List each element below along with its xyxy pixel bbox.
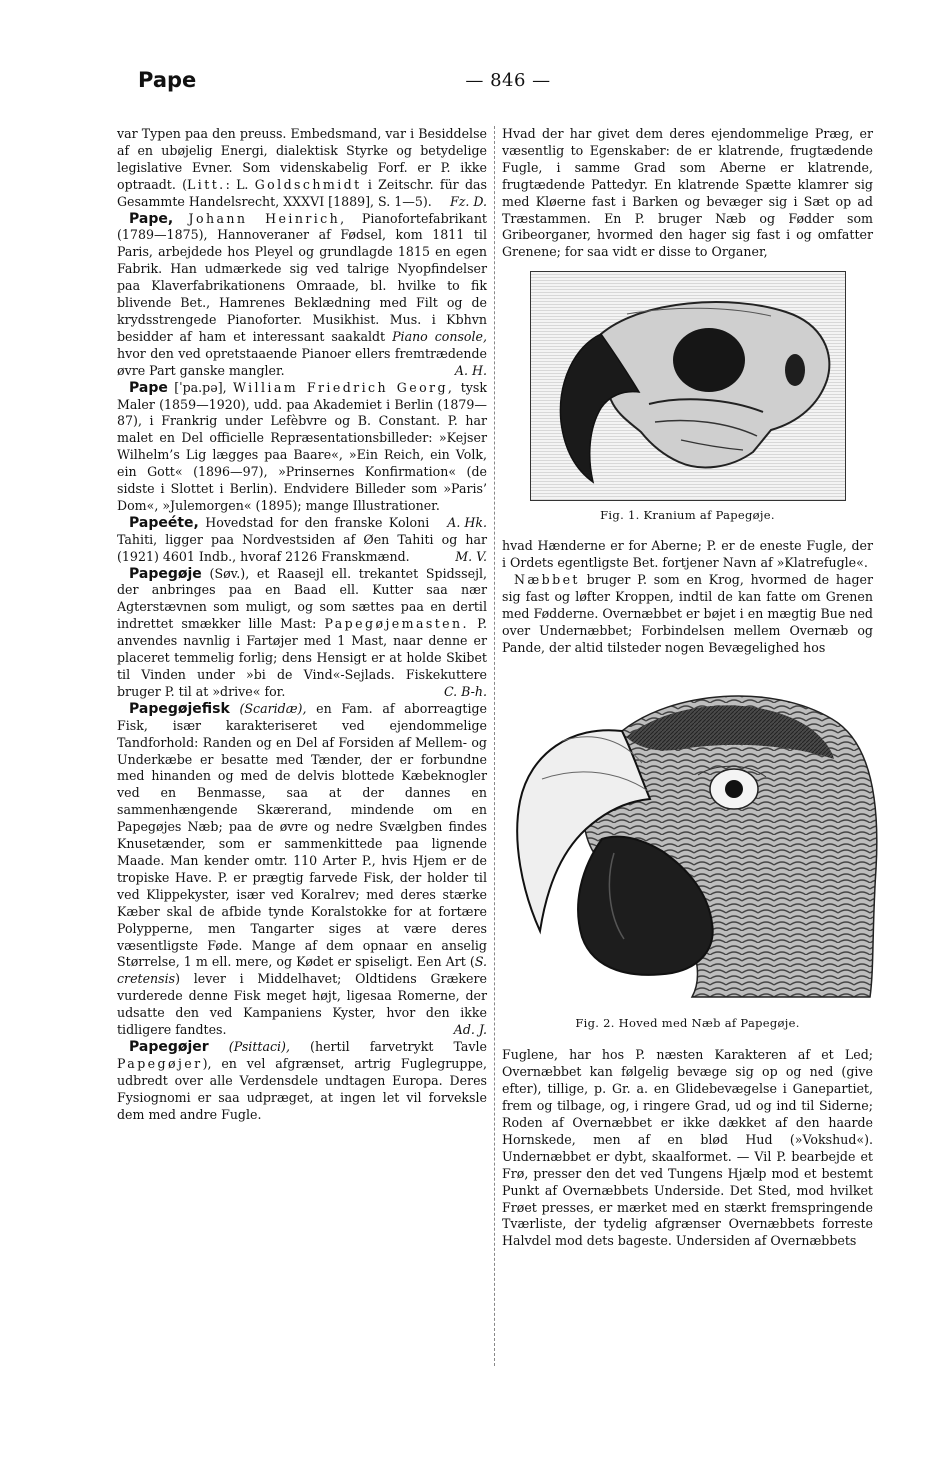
entry-pape-johann: Pape, Johann Heinrich, Pianofortefabrikant (1789—1875), Hannoveraner af Fødsel, kom 1811 til Paris, arbejdede hos Pleyel og grundlagde 1815 en egen Fabrik. Han udmærkede sig ved talrige Nyopfindelser paa Klaverfabrikationens Omraade, bl. hvilke to fik blivende Bet., Hamrenes Beklædning med Filt og de krydsstrengede Pianoforter. Musikhist. Mus. i Kbhvn besidder af ham et interessant saakaldt Piano console, hvor den ved opretstaaende Pianoer ellers fremtrædende øvre Part ganske mangler. A. H. [117, 210, 487, 378]
author-signature: Fz. D. [449, 193, 487, 209]
entry-headword: Papegøje [129, 565, 202, 582]
entry-pape-william: Pape [ˈpa.pə], William Friedrich Georg, tysk Maler (1859—1920), udd. paa Akademiet i Berlin (1879—87), i Frankrig under Lefèbvre og B. Constant. P. har malet en Del officielle Repræsentationsbilleder: »Kejser Wilhelm’s Lig lægges paa Baare«, »Ein Reich, ein Volk, ein Gott« (1896—97), »Prinsernes Konfirmation« (de sidste i Slottet i Berlin). Endvidere Billeder som »Paris’ Dom«, »Julemorgen« (1895); mange Illustrationer. A. Hk. [117, 379, 487, 530]
entry-headword: Pape, [129, 210, 174, 227]
entry-headword: Papegøjer [129, 1038, 209, 1055]
left-column [117, 126, 487, 1123]
author-signature: A. H. [454, 362, 487, 378]
right-column [502, 126, 873, 1250]
column-divider [494, 126, 495, 1366]
entry-papeete: Papeéte, Hovedstad for den franske Koloni Tahiti, ligger paa Nordvestsiden af Øen Tahiti og har (1921) 4601 Indb., hvoraf 2126 Franskmænd. M. V. [117, 514, 487, 564]
entry-headword: Papegøjefisk [129, 700, 230, 717]
paragraph: Fuglene, har hos P. næsten Karakteren af et Led; Overnæbbet kan følgelig bevæge sig op og ned (give efter), tillige, p. Gr. a. en Glidebevægelse i Ganepartiet, frem og tilbage, og, i ringere Grad, ud og ind til Siderne; Roden af Overnæbbet er ikke dækket af den haarde Hornskede, men af en blød Hud (»Vokshud«). Undernæbbet er dybt, skaalformet. — Vil P. bearbejde et Frø, presser den det ved Tungens Hjælp mod et bestemt Punkt af Overnæbbets Underside. Det Sted, mod hvilket Frøet presses, er mærket med en stærkt fremspringende Tværliste, der tydelig afgrænser Overnæbbets forreste Halvdel mod dets bageste. Undersiden af Overnæbbets [502, 1047, 873, 1249]
author-signature: Ad. J. [453, 1022, 487, 1038]
entry-headword: Papeéte, [129, 514, 199, 531]
page-number: — 846 — [465, 70, 551, 91]
figure-2 [502, 679, 873, 1032]
figure-1 [502, 271, 873, 524]
entry-papegojer: Papegøjer (Psittaci), (hertil farvetrykt Tavle Papegøjer), en vel afgrænset, artrig Fuglegruppe, udbredt over alle Verdensdele undtagen Europa. Deres Fysiognomi er saa udpræget, at ingen let vil forveksle dem med andre Fugle. [117, 1038, 487, 1122]
paragraph: hvad Hænderne er for Aberne; P. er de eneste Fugle, der i Ordets egentligste Bet. fortjener Navn af »Klatrefugle«. [502, 538, 873, 571]
figure-caption: Fig. 1. Kranium af Papegøje. [600, 508, 775, 523]
continued-paragraph: Hvad der har givet dem deres ejendommelige Præg, er væsentlig to Egenskaber: de er klatrende, frugtædende Fugle, i samme Grad som Aberne er klatrende, frugtædende Pattedyr. En klatrende Spætte klamrer sig med Kløerne fast i Barken og bevæger sig i Sæt op ad Træstammen. En P. bruger Næb og Fødder som Gribeorganer, hvormed den hager sig fast i og omfatter Grenene; for saa vidt er disse to Organer, [502, 126, 873, 260]
author-signature: A. Hk. [447, 514, 487, 530]
entry-papegoje: Papegøje (Søv.), et Raasejl ell. trekantet Spidssejl, der anbringes paa en Baad ell. Kutter saa nær Agterstævnen som muligt, og som sættes paa en dertil indrettet smækker lille Mast: Papegøjemasten. P. anvendes navnlig i Fartøjer med 1 Mast, naar denne er placeret temmelig forlig; dens Hensigt er at holde Skibet til Vinden under »bi de Vind«-Sejlads. Fiskekuttere bruger P. til at »drive« for. C. B-h. [117, 565, 487, 699]
paragraph: Næbbet bruger P. som en Krog, hvormed de hager sig fast og løfter Kroppen, indtil de kan fatte om Grenen med Fødderne. Overnæbbet er bøjet i en mægtig Bue ned over Undernæbbet; Forbindelsen mellem Overnæb og Pande, der altid tilsteder nogen Bevægelighed hos [502, 571, 873, 655]
skull-illustration [530, 271, 846, 501]
continued-paragraph: var Typen paa den preuss. Embedsmand, var i Besiddelse af en ubøjelig Energi, dialektisk Styrke og betydelige legislative Evner. Som videnskabelig Forf. er P. ikke optraadt. (Litt.: L. Goldschmidt i Zeitschr. für das Gesammte Handelsrecht, XXXVI [1889], S. 1—5). Fz. D. [117, 126, 487, 209]
entry-headword: Pape [129, 379, 168, 396]
figure-caption: Fig. 2. Hoved med Næb af Papegøje. [575, 1015, 800, 1030]
author-signature: C. B-h. [443, 683, 487, 699]
page-header [138, 64, 878, 104]
entry-papegojefisk: Papegøjefisk (Scaridæ), en Fam. af aborreagtige Fisk, især karakteriseret ved ejendommelige Tandforhold: Randen og en Del af Forsiden af Mellem- og Underkæbe er besatte med Tænder, der er forbundne med hinanden og med de delvis blottede Kæbeknogler ved en Benmasse, saa at der dannes en sammenhængende Skærerand, mindende om en Papegøjes Næb; paa de øvre og nedre Svælgben findes Knusetænder, som er sammenkittede paa lignende Maade. Man kender omtr. 110 Arter P., hvis Hjem er de tropiske Have. P. er prægtig farvede Fisk, der holder til ved Klippekyster, især ved Koralrev; med deres stærke Kæber skal de afbide tynde Koralstokke for at fortære Polypperne, men Tangarter siges at være deres væsentligste Føde. Mange af dem opnaar en anselig Størrelse, 1 m ell. mere, og Kødet er spiseligt. Een Art (S. cretensis) lever i Middelhavet; Oldtidens Grækere vurderede denne Fisk meget højt, ligesaa Romerne, der udsatte den ved Kampaniens Kyster, hvor den ikke tidligere fandtes. Ad. J. [117, 700, 487, 1038]
author-signature: M. V. [455, 548, 487, 564]
running-head: Pape [138, 68, 197, 92]
parrot-head-illustration [502, 679, 882, 1009]
